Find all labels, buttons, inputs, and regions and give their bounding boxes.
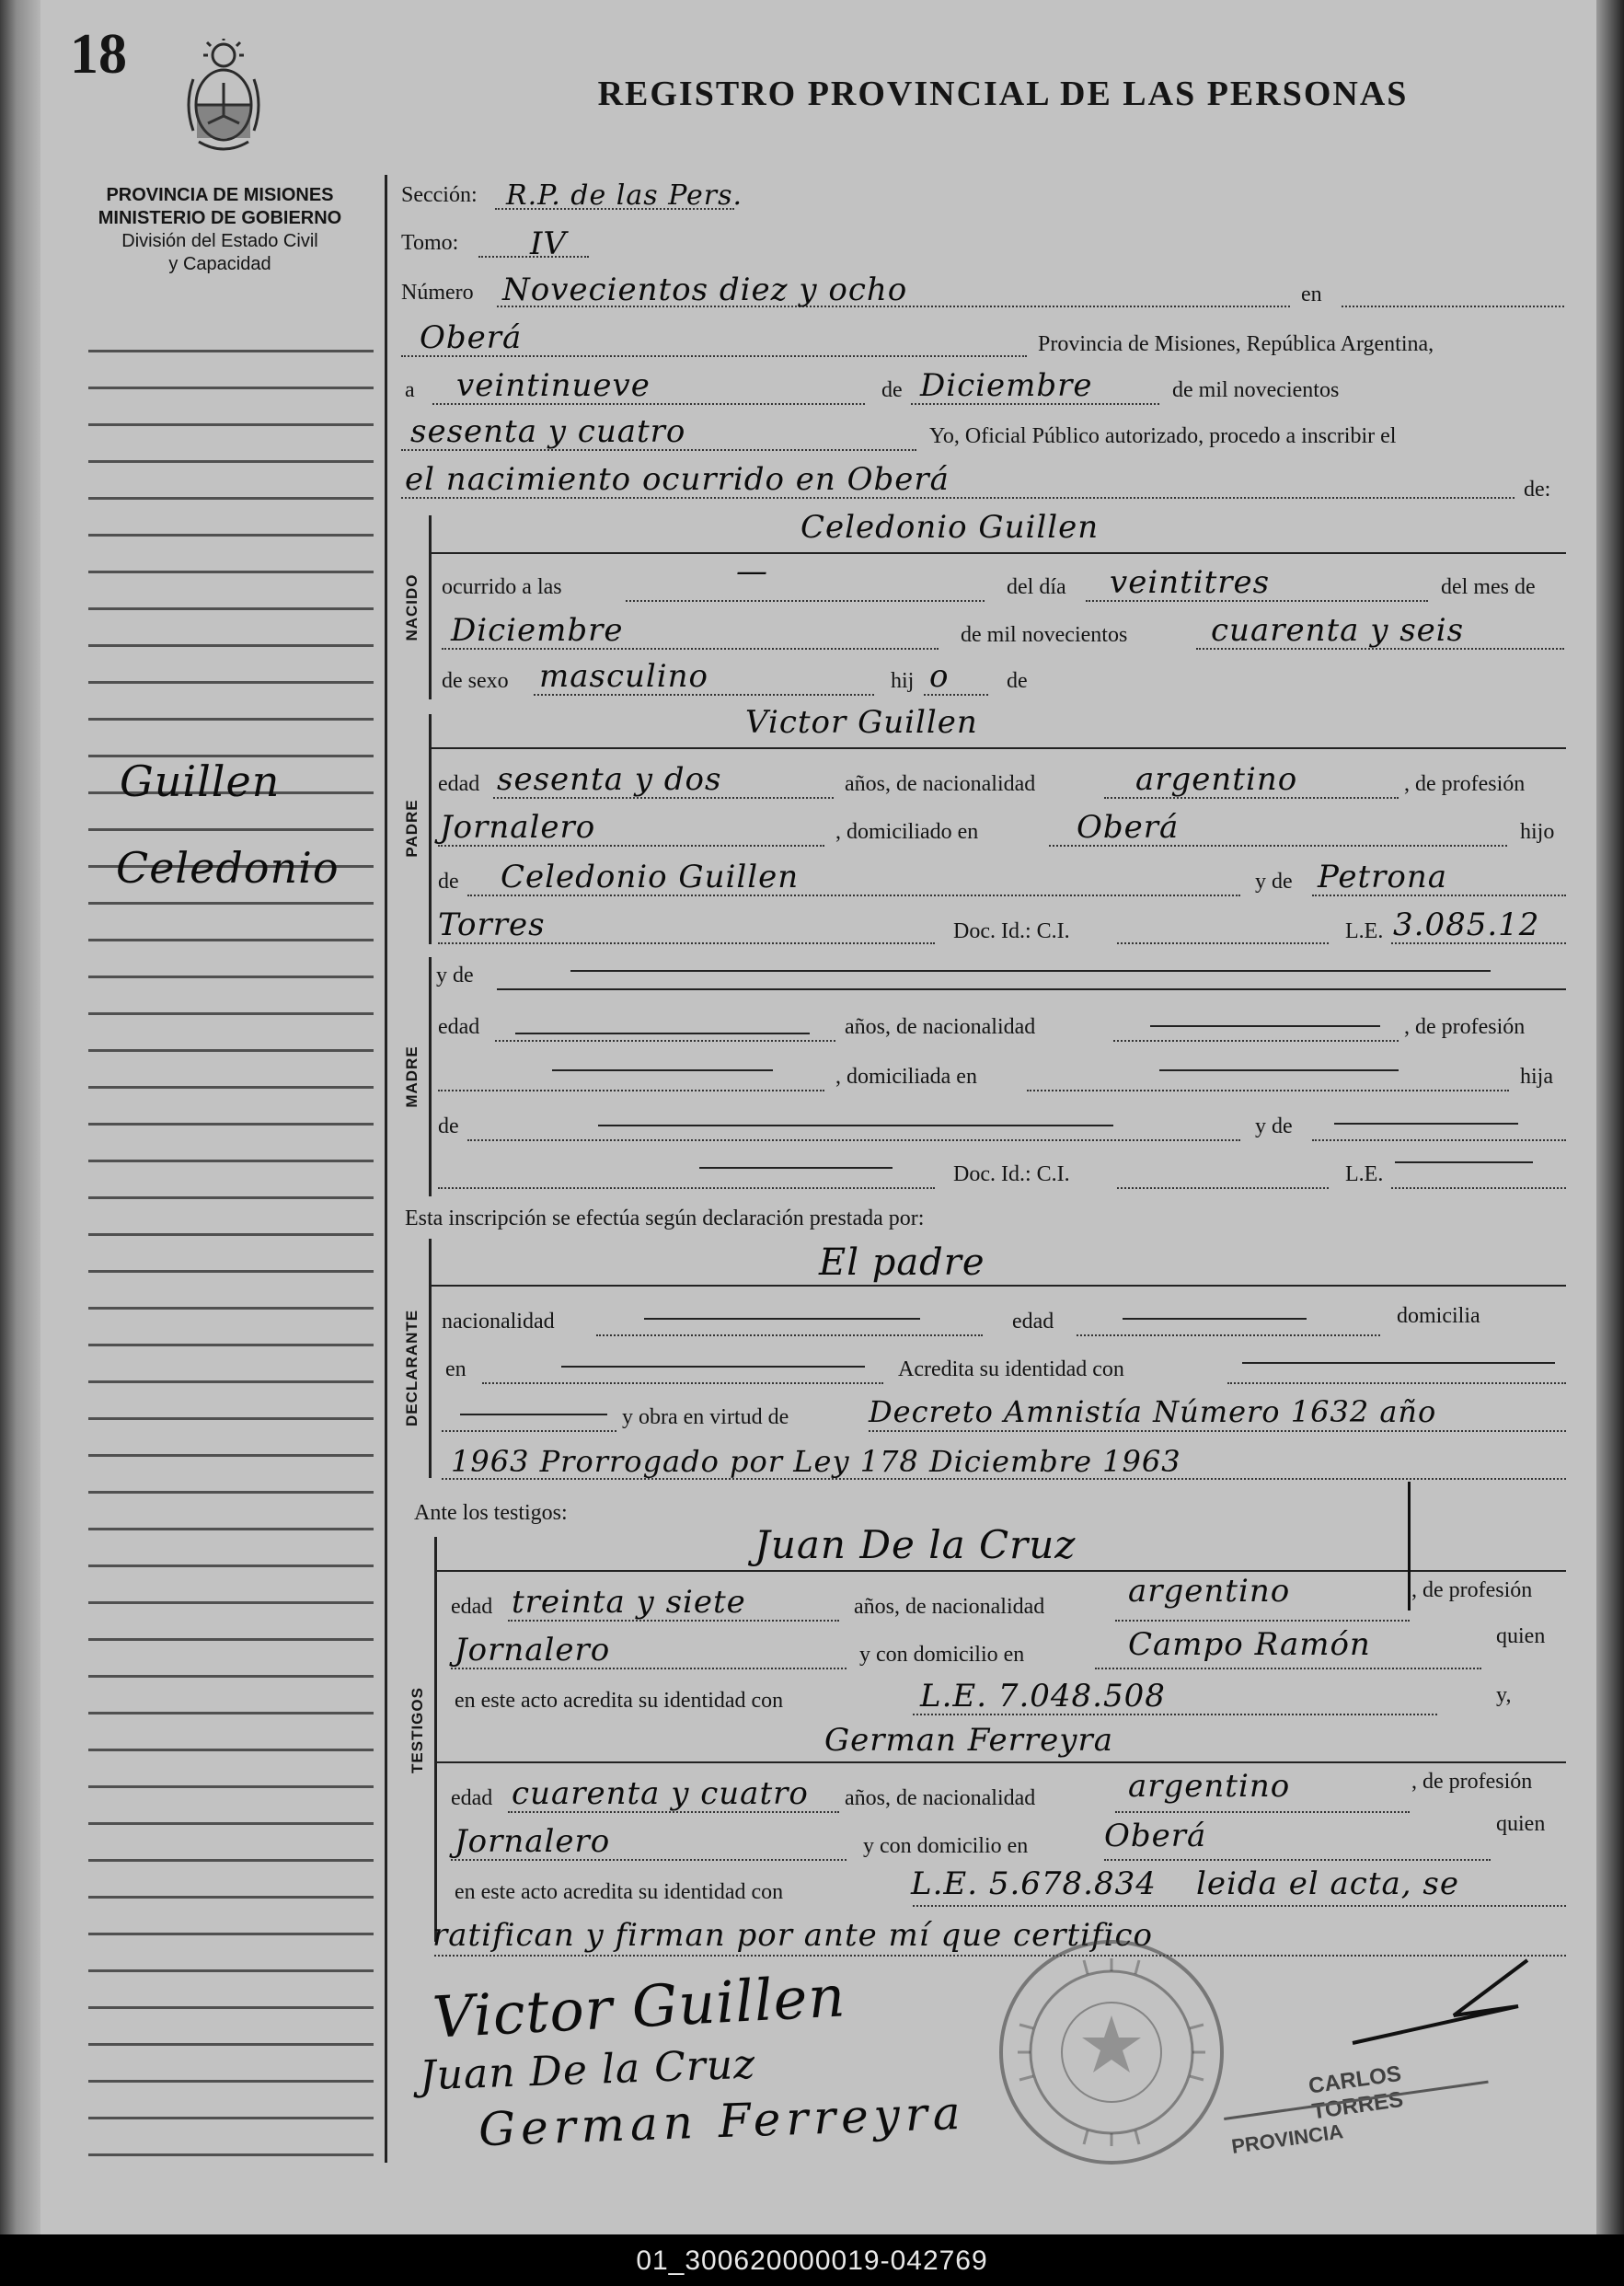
form-title: REGISTRO PROVINCIAL DE LAS PERSONAS (597, 75, 1409, 113)
margin-rule (88, 1749, 374, 1751)
margin-rule (88, 1454, 374, 1457)
margin-rule (88, 1270, 374, 1273)
padre-hijo-label: hijo (1520, 820, 1555, 844)
testigo1-nacionalidad-value: argentino (1128, 1573, 1291, 1610)
padre-doc-label: Doc. Id.: C.I. (953, 919, 1070, 943)
padre-y-de-label: y de (1255, 870, 1293, 894)
declarante-domicilia-label: domicilia (1397, 1304, 1480, 1328)
numero-value: Novecientos diez y ocho (502, 271, 908, 308)
hij-label: hij (891, 669, 915, 693)
testigo1-doc-value: L.E. 7.048.508 (920, 1678, 1166, 1714)
declarante-nac-label: nacionalidad (442, 1310, 555, 1334)
testigo2-doc-value: L.E. 5.678.834 (911, 1865, 1157, 1902)
padre-y-de-value: Petrona (1318, 859, 1448, 895)
numero-label: Número (401, 281, 474, 305)
testigo2-nac-line (1115, 1811, 1410, 1813)
padre-le-value: 3.085.12 (1393, 906, 1540, 943)
signature-juan-de-la-cruz: Juan De la Cruz (419, 2040, 757, 2100)
declarante-acredita-label: Acredita su identidad con (898, 1357, 1124, 1381)
margin-rule (88, 1417, 374, 1420)
margin-rule (88, 1307, 374, 1310)
margin-rule (88, 2006, 374, 2009)
margin-rule (88, 1344, 374, 1346)
margin-rule (88, 387, 374, 389)
book-binding (0, 0, 40, 2234)
esta-inscripcion-label: Esta inscripción se efectúa según declaración prestada por: (405, 1206, 925, 1230)
padre-edad-label: edad (438, 772, 480, 796)
seccion-label: Sección: (401, 183, 478, 207)
official-stamp (1219, 2043, 1505, 2173)
padre-side-label: PADRE (403, 799, 420, 858)
madre-de-label: de (438, 1114, 459, 1138)
padre-apellido-value: Torres (438, 906, 546, 943)
hecho-value: el nacimiento ocurrido en Oberá (405, 461, 950, 498)
madre-edad-label: edad (438, 1015, 480, 1039)
margin-rule (88, 1933, 374, 1935)
madre-le-label: L.E. (1345, 1162, 1384, 1186)
del-dia-label: del día (1007, 575, 1066, 599)
mes-nac-value: Diciembre (451, 612, 624, 649)
margin-given-name: Celedonio (116, 843, 340, 893)
margin-rule (88, 1969, 374, 1972)
testigo2-profesion-label: , de profesión (1411, 1770, 1533, 1794)
margin-rule (88, 607, 374, 610)
de-mil-nov-label: de mil novecientos (961, 623, 1128, 647)
madre-profesion-label: , de profesión (1404, 1015, 1526, 1039)
padre-domicilio-value: Oberá (1077, 809, 1180, 846)
margin-rule (88, 828, 374, 831)
margin-rule (88, 1160, 374, 1162)
margin-rule (88, 2043, 374, 2046)
testigo2-profesion-value: Jornalero (455, 1823, 611, 1860)
testigo2-edad-label: edad (451, 1786, 493, 1810)
padre-nacionalidad-value: argentino (1135, 761, 1298, 798)
obra-line-pre (442, 1430, 616, 1432)
declarante-edad-strike (1123, 1318, 1307, 1320)
testigo1-nombre-line (434, 1570, 1566, 1572)
madre-ci-line (1117, 1187, 1329, 1189)
margin-rule (88, 1638, 374, 1641)
hora-line (626, 600, 985, 602)
madre-apellido-strike (699, 1167, 893, 1169)
sexo-value: masculino (539, 658, 709, 695)
declarante-side-label: DECLARANTE (403, 1309, 420, 1426)
signature-german-ferreyra: German Ferreyra (478, 2085, 967, 2157)
madre-y-de-label-2: y de (1255, 1114, 1293, 1138)
madre-doc-label: Doc. Id.: C.I. (953, 1162, 1070, 1186)
dia-nac-value: veintitres (1110, 564, 1271, 601)
testigo2-edad-value: cuarenta y cuatro (512, 1775, 809, 1812)
en-line (1342, 306, 1564, 307)
testigo1-anos-nac-label: años, de nacionalidad (854, 1595, 1045, 1619)
de-label: de (881, 378, 903, 402)
testigo2-doc-line (913, 1905, 1566, 1907)
testigo2-nacionalidad-value: argentino (1128, 1768, 1291, 1805)
cierre-value-1: leida el acta, se (1196, 1865, 1459, 1902)
padre-hijo-de-value: Celedonio Guillen (501, 859, 800, 895)
margin-rule (88, 534, 374, 537)
tomo-label: Tomo: (401, 231, 459, 255)
anio-value: sesenta y cuatro (410, 413, 686, 450)
testigo1-y-label: y, (1496, 1683, 1512, 1707)
issuer-ministry: MINISTERIO DE GOBIERNO (98, 208, 342, 228)
declarante-acredita-line (1227, 1382, 1566, 1384)
column-rule (385, 175, 387, 2163)
margin-rule (88, 350, 374, 352)
declarante-en-label: en (445, 1357, 466, 1381)
de-label-2: de (1007, 669, 1028, 693)
madre-domicilio-line (1027, 1090, 1509, 1091)
margin-rule (88, 460, 374, 463)
decreto-value-1: Decreto Amnistía Número 1632 año (869, 1394, 1437, 1429)
madre-y-de-strike (1334, 1123, 1518, 1125)
hij-value: o (929, 658, 950, 695)
margin-rule (88, 1896, 374, 1899)
margin-rule (88, 1675, 374, 1678)
obra-pre-strike (460, 1414, 607, 1415)
declarante-en-line (482, 1382, 883, 1384)
nombre-value: Celedonio Guillen (800, 509, 1100, 546)
del-mes-label: del mes de (1441, 575, 1536, 599)
ocurrido-label: ocurrido a las (442, 575, 562, 599)
margin-rule (88, 1012, 374, 1015)
madre-nac-strike (1150, 1025, 1380, 1027)
nombre-line (429, 552, 1566, 554)
margin-rule (88, 2080, 374, 2083)
madre-hija-de-line (467, 1139, 1240, 1141)
madre-domicilio-label: , domiciliada en (835, 1065, 977, 1089)
testigo2-quien-label: quien (1496, 1812, 1546, 1836)
official-signature-icon (1343, 1951, 1546, 2052)
declarante-edad-label: edad (1012, 1310, 1054, 1334)
madre-strike-line (570, 970, 1491, 972)
margin-rule (88, 644, 374, 647)
de-colon-label: de: (1524, 478, 1551, 502)
margin-rule (88, 571, 374, 573)
page-edge (1596, 0, 1624, 2234)
decreto-value-2: 1963 Prorrogado por Ley 178 Diciembre 1963 (451, 1444, 1181, 1479)
declarante-bracket (429, 1239, 432, 1478)
madre-edad-line (495, 1040, 835, 1042)
tomo-value: IV (530, 225, 567, 262)
mes-value: Diciembre (920, 367, 1093, 404)
testigo2-anos-nac-label: años, de nacionalidad (845, 1786, 1036, 1810)
testigo2-domicilio-line (1104, 1859, 1491, 1861)
margin-rule (88, 1528, 374, 1530)
testigos-bracket (434, 1537, 437, 1942)
official-seal-icon (992, 1933, 1231, 2172)
testigo2-acto-label: en este acto acredita su identidad con (455, 1880, 784, 1904)
madre-le-strike (1395, 1161, 1533, 1163)
stamp-province: PROVINCIA (1229, 2119, 1345, 2158)
margin-rule (88, 423, 374, 426)
obra-label: y obra en virtud de (622, 1405, 789, 1429)
margin-rule (88, 1491, 374, 1494)
margin-rule (88, 1196, 374, 1199)
issuer-block (59, 184, 381, 276)
declarante-value: El padre (819, 1241, 985, 1284)
a-label: a (405, 378, 415, 402)
yo-oficial-label: Yo, Oficial Público autorizado, procedo a inscribir el (929, 424, 1397, 448)
testigo1-profesion-value: Jornalero (455, 1632, 611, 1668)
margin-rule (88, 1233, 374, 1236)
testigo1-nac-line (1115, 1620, 1410, 1622)
padre-profesion-value: Jornalero (440, 809, 596, 846)
margin-rule (88, 1712, 374, 1714)
testigo1-domicilio-label: y con domicilio en (859, 1643, 1025, 1667)
padre-le-label: L.E. (1345, 919, 1384, 943)
declarante-line (429, 1285, 1566, 1287)
margin-rule (88, 1049, 374, 1052)
declarante-en-strike (561, 1366, 865, 1368)
madre-profesion-strike (552, 1069, 773, 1071)
margin-rule (88, 1785, 374, 1788)
testigo2-nombre-line (434, 1761, 1566, 1763)
padre-domicilio-label: , domiciliado en (835, 820, 979, 844)
dia-value: veintinueve (456, 367, 651, 404)
decreto-line-1 (869, 1430, 1566, 1432)
padre-edad-value: sesenta y dos (497, 761, 722, 798)
issuer-capacity: y Capacidad (168, 254, 271, 274)
testigo1-edad-label: edad (451, 1595, 493, 1619)
madre-y-de-label: y de (436, 964, 474, 987)
padre-nombre-line (429, 747, 1566, 749)
testigo1-nombre-value: Juan De la Cruz (754, 1522, 1077, 1567)
margin-rule (88, 1822, 374, 1825)
testigo2-nombre-value: German Ferreyra (824, 1722, 1113, 1759)
margin-rule (88, 718, 374, 721)
padre-de-label: de (438, 870, 459, 894)
padre-profesion-label: , de profesión (1404, 772, 1526, 796)
madre-nac-line (1113, 1040, 1399, 1042)
madre-profesion-line (438, 1090, 824, 1091)
margin-rule (88, 2153, 374, 2156)
margin-rule (88, 902, 374, 905)
testigo1-quien-label: quien (1496, 1624, 1546, 1648)
margin-rule (88, 1564, 374, 1567)
testigo1-bracket-mark (1408, 1482, 1411, 1611)
madre-domicilio-strike (1159, 1069, 1399, 1071)
madre-apellido-line (438, 1187, 935, 1189)
madre-bracket (429, 957, 432, 1196)
madre-hija-de-strike (598, 1125, 1113, 1126)
margin-rule (88, 1859, 374, 1862)
provincia-label: Provincia de Misiones, República Argentina, (1038, 332, 1434, 356)
testigo1-edad-value: treinta y siete (512, 1584, 746, 1621)
de-sexo-label: de sexo (442, 669, 509, 693)
cierre-value-2: ratifican y firman por ante mí que certifico (432, 1917, 1153, 1954)
declarante-acredita-strike (1242, 1362, 1555, 1364)
signature-victor-guillen: Victor Guillen (431, 1962, 847, 2051)
lugar-value: Oberá (420, 319, 523, 356)
anio-nac-value: cuarenta y seis (1211, 612, 1465, 649)
madre-hija-label: hija (1520, 1065, 1553, 1089)
madre-anos-nac-label: años, de nacionalidad (845, 1015, 1036, 1039)
testigo1-profesion-label: , de profesión (1411, 1578, 1533, 1602)
scan-footer (0, 2234, 1624, 2286)
coat-of-arms-icon (180, 39, 267, 158)
padre-nombre-value: Victor Guillen (745, 704, 978, 741)
nacido-side-label: NACIDO (403, 573, 420, 641)
margin-rule (88, 1086, 374, 1089)
stamp-official-name: CARLOS TORRES (1307, 2061, 1405, 2125)
madre-y-de-line (1312, 1139, 1566, 1141)
issuer-division: División del Estado Civil (121, 231, 318, 251)
en-label: en (1301, 283, 1322, 306)
madre-side-label: MADRE (403, 1045, 420, 1108)
madre-le-line (1391, 1187, 1566, 1189)
madre-nombre-line (497, 988, 1566, 990)
ante-testigos-label: Ante los testigos: (414, 1501, 568, 1525)
seccion-value: R.P. de las Pers. (506, 179, 743, 212)
testigo2-domicilio-value: Oberá (1104, 1818, 1207, 1854)
madre-edad-strike (515, 1033, 810, 1034)
margin-rule (88, 976, 374, 978)
declarante-nac-line (596, 1334, 983, 1336)
declarante-edad-line (1077, 1334, 1380, 1336)
padre-anos-nac-label: años, de nacionalidad (845, 772, 1036, 796)
testigo1-domicilio-value: Campo Ramón (1128, 1626, 1371, 1663)
de-mil-label: de mil novecientos (1172, 378, 1340, 402)
margin-surname: Guillen (120, 756, 281, 806)
testigos-side-label: TESTIGOS (409, 1687, 426, 1773)
margin-rule (88, 1123, 374, 1126)
testigo1-domicilio-line (1095, 1668, 1481, 1669)
scan-id: 01_300620000019-042769 (636, 2246, 988, 2276)
margin-rule (88, 939, 374, 941)
issuer-province: PROVINCIA DE MISIONES (106, 185, 334, 205)
testigo1-acto-label: en este acto acredita su identidad con (455, 1689, 784, 1713)
margin-rule (88, 681, 374, 684)
hora-value: — (736, 553, 768, 590)
page-number: 18 (70, 23, 127, 86)
nacido-bracket (429, 515, 432, 699)
margin-rule (88, 2117, 374, 2119)
margin-rule (88, 497, 374, 500)
margin-rule (88, 1601, 374, 1604)
margin-rule (88, 1380, 374, 1383)
padre-ci-line (1117, 942, 1329, 944)
testigo2-domicilio-label: y con domicilio en (863, 1834, 1029, 1858)
declarante-nac-strike (644, 1318, 920, 1320)
